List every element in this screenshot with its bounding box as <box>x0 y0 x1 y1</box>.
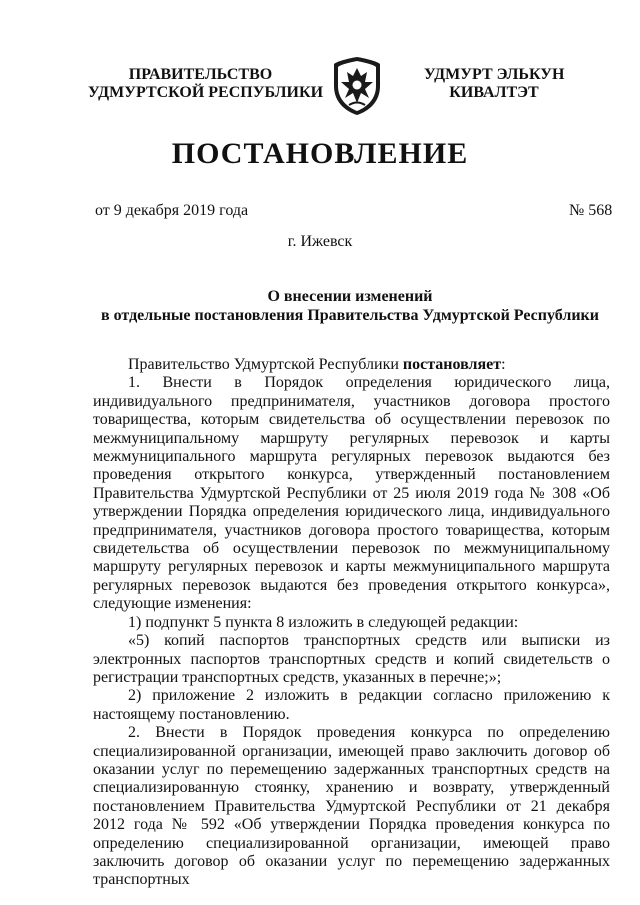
paragraph-1: 1. Внести в Порядок определения юридического лица, индивидуального предпринимателя, участников договора простого товарищества, которым свидетельства об осуществлении перевозок по межмуниципальному маршруту регулярных перевозок и карты межмуниципального маршрута регулярных перевозок выдаются без проведения открытого конкурса, утвержденный постановлением Правительства Удмуртской Республики от 25 июля 2019 года № 308 «Об утверждении Порядка определения юридического лица, индивидуального предпринимателя, участников договора простого товарищества, которым свидетельства об осуществлении перевозок по межмуниципальному маршруту регулярных перевозок и карты межмуниципального маршрута регулярных перевозок выдаются без проведения открытого конкурса», следующие изменения: <box>93 374 610 613</box>
document-date: от 9 декабря 2019 года <box>95 202 249 219</box>
header-left-line-2: УДМУРТСКОЙ РЕСПУБЛИКИ <box>88 84 324 101</box>
document-city: г. Ижевск <box>287 233 353 250</box>
paragraph-1-subitem-1: 1) подпункт 5 пункта 8 изложить в следующей редакции: <box>128 613 519 631</box>
document-body <box>93 356 610 890</box>
document-number: № 568 <box>569 202 613 219</box>
paragraph-2: 2. Внести в Порядок проведения конкурса по определению специализированной организации, имеющей право заключить договор об оказании услуг по перемещению задержанных транспортных средств на специализированную стоянку, хранению и возврату, утвержденный постановлением Правительства Удмуртской Республики от 21 декабря 2012 года № 592 «Об утверждении Порядка проведения конкурса по определению специализированной организации, имеющей право заключить договор об оказании услуг по перемещению задержанных транспортных <box>93 724 610 889</box>
intro-colon: : <box>501 356 506 373</box>
government-name-russian <box>88 66 324 102</box>
intro-text: Правительство Удмуртской Республики <box>128 356 399 373</box>
header-right-line-2: КИВАЛТЭТ <box>449 84 539 101</box>
government-name-udmurt <box>424 66 564 102</box>
subject-line-1: О внесении изменений <box>267 288 433 305</box>
paragraph-1-subitem-2: 2) приложение 2 изложить в редакции согласно приложению к настоящему постановлению. <box>93 687 610 723</box>
udmurt-coat-of-arms-icon <box>331 56 383 116</box>
document-subject <box>0 287 640 325</box>
document-title: ПОСТАНОВЛЕНИЕ <box>171 137 469 170</box>
intro-verb: постановляет <box>402 356 502 373</box>
header-left-line-1: ПРАВИТЕЛЬСТВО <box>128 66 273 83</box>
header-right-line-1: УДМУРТ ЭЛЬКУН <box>424 66 565 83</box>
paragraph-1-quote: «5) копий паспортов транспортных средств или выписки из электронных паспортов транспортных средств и копий свидетельств о регистрации транспортных средств, указанных в перечне;»; <box>93 632 610 686</box>
intro-paragraph <box>93 356 610 374</box>
subject-line-2: в отдельные постановления Правительства Удмуртской Республики <box>101 307 599 324</box>
